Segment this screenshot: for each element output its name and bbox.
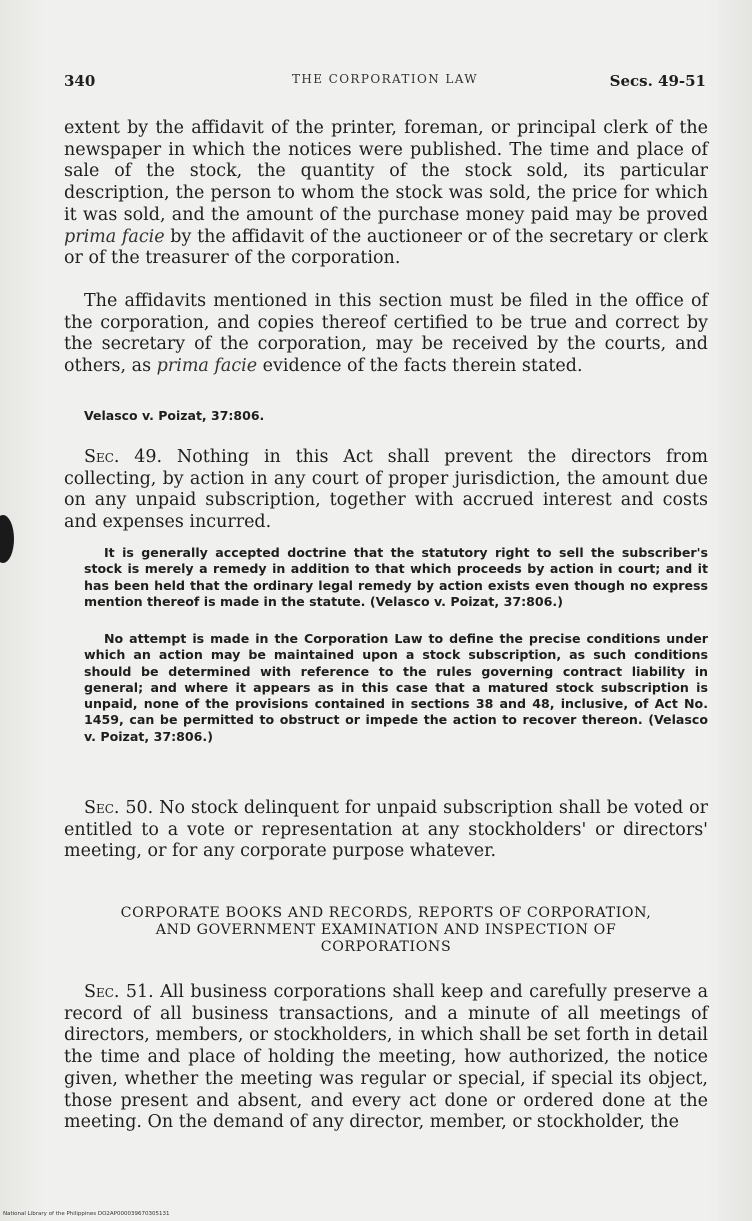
section-49-text: Nothing in this Act shall prevent the directors from collecting, by action in any court of proper jurisdiction, the amount due on any unpaid subscription, together with accrued interest and costs and expenses incurred. bbox=[64, 447, 708, 533]
section-50 bbox=[64, 798, 708, 863]
heading-line-1: CORPORATE BOOKS AND RECORDS, REPORTS OF CORPORATION, bbox=[120, 905, 652, 921]
section-50-text: No stock delinquent for unpaid subscription shall be voted or entitled to a vote or representation at any stockholders' or directors' meeting, or for any corporate purpose whatever. bbox=[64, 798, 708, 862]
section-51-label: Sec. 51. bbox=[84, 982, 154, 1002]
section-51 bbox=[64, 982, 708, 1134]
annotation-note-1: It is generally accepted doctrine that the statutory right to sell the subscriber's stock is merely a remedy in addition to that which proceeds by action in court; and it has been held that the ordinary legal remedy by action exists even though no express mention thereof is made in the statute. (Velasco v. Poizat, 37:806.) bbox=[84, 545, 708, 609]
section-49-label: Sec. 49. bbox=[84, 447, 163, 467]
section-51-text: All business corporations shall keep and carefully preserve a record of all business transactions, and a minute of all meetings of directors, members, or stockholders, in which shall be set forth in detail the time and place of holding the meeting, how authorized, the notice given, whether the meeting was regular or special, if special its object, those present and absent, and every act done or ordered done at the meeting. On the demand of any director, member, or stockholder, the bbox=[64, 982, 708, 1133]
scan-footer: National Library of the Philippines DO2AP000039670305131 bbox=[3, 1211, 170, 1217]
heading-line-3: CORPORATIONS bbox=[320, 939, 452, 955]
case-citation: Velasco v. Poizat, 37:806. bbox=[84, 408, 265, 423]
page-number: 340 bbox=[64, 72, 96, 90]
section-range: Secs. 49-51 bbox=[609, 72, 706, 90]
paragraph-affidavit-proof: extent by the affidavit of the printer, foreman, or principal clerk of the newspaper in which the notices were published. The time and place of sale of the stock, the quantity of the stock sold, its particular description, the person to whom the stock was sold, the price for which it was sold, and the amount of the purchase money paid may be proved prima facie by the affidavit of the auctioneer or of the secretary or clerk or of the treasurer of the corporation. bbox=[64, 118, 708, 269]
section-50-label: Sec. 50. bbox=[84, 798, 154, 818]
paragraph-affidavits-filed: The affidavits mentioned in this section must be filed in the office of the corporation, and copies thereof certified to be true and correct by the secretary of the corporation, may be received by the courts, and others, as prima facie evidence of the facts therein stated. bbox=[64, 291, 708, 377]
heading-line-2: AND GOVERNMENT EXAMINATION AND INSPECTION OF bbox=[155, 922, 617, 938]
chapter-heading bbox=[64, 905, 708, 956]
binding-hole-mark bbox=[0, 515, 14, 563]
running-title: THE CORPORATION LAW bbox=[291, 72, 479, 86]
page-header bbox=[64, 68, 706, 92]
section-49 bbox=[64, 447, 708, 534]
annotation-note-2: No attempt is made in the Corporation Law to define the precise conditions under which an action may be maintained upon a stock subscription, as such conditions should be determined with reference to the rules governing contract liability in general; and where it appears as in this case that a matured stock subscription is unpaid, none of the provisions contained in sections 38 and 48, inclusive, of Act No. 1459, can be permitted to obstruct or impede the action to recover thereon. (Velasco v. Poizat, 37:806.) bbox=[84, 631, 708, 744]
